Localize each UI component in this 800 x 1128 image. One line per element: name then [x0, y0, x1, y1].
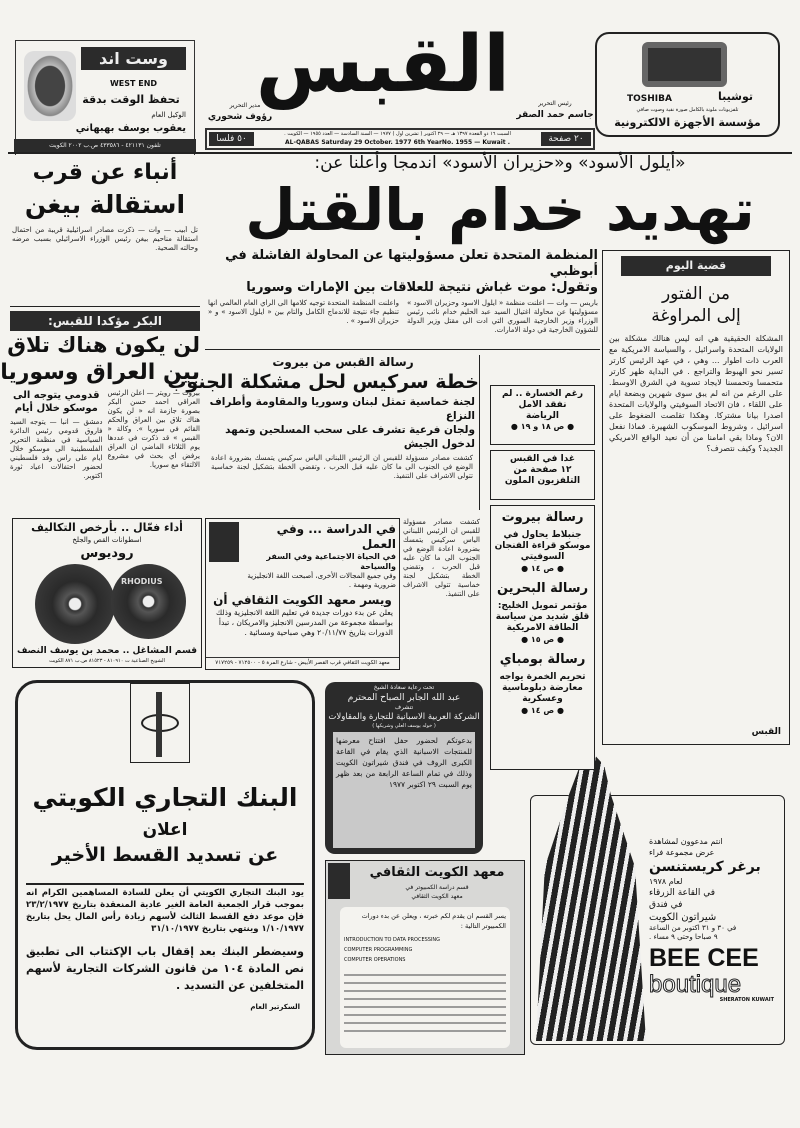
letter-text: مؤتمر تمويل الخليج: قلق شديد من سياسة الطاقة الامريكية	[495, 601, 590, 633]
ad-line1: في الدراسة ... وفي العمل	[276, 522, 396, 551]
teaser-tomorrow	[490, 450, 595, 500]
teaser-section: الرياضة	[526, 411, 559, 421]
ad-toshiba	[595, 32, 780, 137]
bank-title-1: اعلان	[142, 820, 188, 840]
begin-headline-2: استقالة بيغن	[24, 190, 186, 219]
managing-editor-label: مدير التحرير	[229, 102, 261, 109]
beirut-subhead-2: ولجان فرعية تشرف على سحب المسلحين وتمهد لدخول الجيش	[225, 424, 475, 450]
masthead-logo: القبس	[255, 20, 510, 110]
ad-line2: في الحياة الاجتماعية وفي السفر والسياحة	[266, 552, 396, 571]
ad-westend	[15, 40, 195, 155]
lead-headline: تهديد خدام بالقتل	[245, 176, 755, 244]
bakr-columns	[10, 389, 200, 512]
brand-en: TOSHIBA	[627, 94, 672, 104]
issue-label: قضية اليوم	[621, 256, 771, 276]
beirut-body-cont: كشفت مصادر مسؤولة للقبس ان الرئيس اللبناني الياس سركيس يتمسك بضرورة اعادة الوضع في الجنوب الى ما كان عليه قبل الحرب ، وتقضي الخطة بتشكيل لجنة خماسية تتولى الاشراف على التنفيذ.	[403, 518, 480, 598]
ad-line4: ويسر معهد الكويت الثقافي أن	[213, 593, 392, 607]
watch-image	[24, 51, 76, 121]
institute-panel	[340, 907, 510, 1048]
beirut-subhead-1: لجنة خماسية تمثل لبنان وسوريا والمقاومة وأطراف النزاع	[209, 396, 475, 422]
teaser-text: ١٢ صفحة من التلفزيون الملون	[504, 465, 581, 486]
brand-en: RHODIUS	[121, 577, 163, 586]
ad-line3: وفي جميع المجالات الأخرى، أصبحت اللغة الانجليزية ضرورية ومهمة .	[247, 572, 396, 589]
institute-emblem	[328, 863, 350, 899]
lead-subhead-2: وتقول: موت غباش نتيجة للعلاقات بين الإمارات وسوريا	[246, 280, 598, 295]
ad-institute	[205, 518, 400, 670]
managing-editor-name: رؤوف شحوري	[207, 112, 273, 122]
disc-image	[35, 564, 115, 644]
begin-body: تل أبيب — وات — ذكرت مصادر اسرائيلية قريبة من احتمال استقالة مناحيم بيغن رئيس الوزراء الاسرائيلي بسبب مرضه وحالته الصحية.	[12, 226, 198, 252]
divider	[205, 349, 600, 350]
course: COMPUTER OPERATIONS	[344, 957, 406, 963]
invite-line3: لعام ١٩٧٨	[649, 877, 683, 886]
bakr-body: بيروت — رويتر — اعلن الرئيس العراقي احمد حسن البكر بصورة جازمة انه « لن يكون هناك تلاق بين العراق والحكم القائم في سوريا ». وكالة « القبس » قد ذكرت في عددها يوم الثلاثاء الماضي ان العراق يرفض اي بحث في مشروع الالتقاء مع سوريا.	[107, 389, 200, 469]
contact: الشويخ الصناعية ت ٨١٠٩١٠ - ٨١٥٢٣ ص.ب ٨٧١ الكويت	[49, 658, 165, 664]
org-sub: ( خوله يوسف العلي وشريكها )	[372, 723, 436, 729]
tv-image	[642, 42, 727, 87]
issue-body: المشكلة الحقيقية هي انه ليس هنالك مشكلة بين الولايات المتحدة واسرائيل ، والسياسة الامريكية مع العرب ذات اطوار ... وهي ، في عهد الرئيس كارتر تسير نحو الهبوط والتراجع . في البداية ظهر كارتر متحمسا وتحمسنا لايجاد تسوية في الشرق الاوسط. على الرغم من انه لم يبق سوى شهرين وبضعة ايام على اللقاء ، فان الاتحاد السوفيتي والولايات المتحدة اصدرا بيانا مشتركا. وهكذا تقلصت الضغوط على اسرائيل ، وشروط الموسكوب الشهيرة. فماذا نفعل الان؟ وماذا بقي امامنا من أن نعيد الواقع الامريكي الجديد؟ وكيف نتصرف؟	[609, 334, 783, 453]
teaser-title: غدا في القبس	[509, 454, 576, 464]
pages-count: ٢٠ صفحة	[541, 132, 591, 146]
lead-body-2: واعلنت المنظمة المتحدة توجيه كلامها الى الراي العام العالمي انها تنظيم جاء نتيجة للاندماج الكامل والتام بين « ايلول الاسود » و « حزيران الاسود » .	[208, 299, 399, 325]
bank-title-2: عن تسديد القسط الأخير	[51, 844, 279, 866]
date-bar	[205, 128, 595, 150]
ad-line5: يعلن عن بدء دورات جديدة في تعليم اللغة الانجليزية وذلك بواسطة مجموعة من المدرسين الانجليز والامريكان ، تبدأ الدورات بتاريخ ٢٠/١١/٧٧ وهي صباحية ومسائية .	[216, 608, 393, 637]
course: COMPUTER PROGRAMMING	[344, 947, 413, 953]
invite-line8: ٩ صباحا وحتى ٩ مساء .	[649, 933, 718, 941]
brand-ar: برغر كريستنسن	[649, 859, 761, 875]
ad-exhibition	[325, 682, 483, 854]
institute-body: يسر القسم ان يقدم لكم خبرته ، ويعلن عن بدء دورات الكمبيوتر التالية :	[361, 912, 506, 930]
editor-name: جاسم حمد الصقر	[516, 110, 594, 120]
bakr-story	[0, 311, 200, 512]
letters-box	[490, 505, 595, 770]
institute-sub1: قسم دراسة الكمبيوتر في	[405, 884, 469, 891]
divider	[10, 306, 200, 307]
ad-bank	[15, 680, 315, 1050]
lead-kicker: «أيلول الأسود» و«حزيران الأسود» اندمجا وأعلنا عن:	[314, 153, 686, 173]
beirut-headline: خطة سركيس لحل مشكلة الجنوب	[167, 371, 479, 393]
teaser-page: ● ص ١٨ و ١٩ ●	[510, 422, 575, 431]
bank-body	[26, 887, 304, 1037]
bakr-sub-story	[10, 389, 103, 512]
institute-emblem	[209, 522, 239, 562]
bakr-headline-2: بين العراق وسوريا	[0, 360, 200, 385]
invite-line2: عرض مجموعة فراء	[649, 848, 715, 857]
invite-line4: في القاعة الزرقاء	[649, 888, 716, 898]
course: INTRODUCTION TO DATA PROCESSING	[344, 937, 441, 943]
brand-ar: توشيبا	[718, 90, 753, 103]
brand-en: WEST END	[109, 79, 158, 88]
letter-title: رسالة البحرين	[496, 581, 589, 596]
beirut-kicker: رسالة القبس من بيروت	[272, 355, 414, 369]
teaser-title: رغم الخسارة .. لم نفقد الامل	[501, 389, 584, 410]
bank-body-2: وسيضطر البنك بعد إقفال باب الإكتتاب الى تطبيق نص المادة ١٠٤ من قانون الشركات التجارية لأسهم المتخلفين عن التسديد .	[26, 945, 305, 992]
patron: عبد الله الجابر الصباح المحترم	[347, 693, 461, 703]
issue-title-1: من الفتور	[661, 284, 731, 304]
lead-body	[208, 299, 598, 346]
bank-sign: السكرتير العام	[250, 1003, 300, 1011]
divider	[26, 883, 304, 885]
lead-body-1: باريس — وات — اعلنت منظمة « ايلول الاسود وحزيران الاسود » مسؤوليتها عن محاولة اغتيال السيد عبد الحليم خدام نائب رئيس الوزراء وزير الخارجية السوري التي ادت الى مقتل وزير الدولة للشؤون الخارجية في دولة الامارات.	[407, 299, 598, 334]
issue-of-day	[602, 250, 790, 745]
lead-subhead-1: المنظمة المتحدة تعلن مسؤوليتها عن المحاولة الفاشلة في أبوظبي	[225, 248, 598, 279]
dealer: مؤسسة الأجهزة الالكترونية	[614, 116, 761, 129]
agent: يعقوب يوسف بهبهاني	[75, 123, 186, 134]
exhibition-body: بدعوتكم لحضور حفل افتتاح معرضها للمنتجات الاسبانية الذي يقام في القاعة الكبرى الروف في فندق شيراتون الكويت وذلك في تمام الساعة الرابعة من بعد ظهر يوم السبت ٢٩ اكتوبر ١٩٧٧	[333, 732, 475, 848]
begin-headline-1: أنباء عن قرب	[32, 160, 178, 185]
contact: تلفون ٤٢١١٣١ - ٤٣٣٥٨٦ ص.ب ٢٠٠٢ الكويت	[14, 139, 196, 152]
letter-page: ● ص ١٤ ●	[521, 706, 564, 715]
invite-line7: في ٣٠ و ٣١ اكتوبر من الساعة	[649, 924, 737, 932]
letter-text: جنبلاط يحاول في موسكو قراءة الفنجان السوفيتي	[494, 530, 591, 562]
issue-title-2: إلى المراوغة	[651, 306, 741, 326]
ad-institute-computer	[325, 860, 525, 1055]
org: الشركة العربية الاسبانية للتجارة والمقاولات	[328, 712, 480, 722]
body-text-lines	[344, 972, 506, 1032]
letter-page: ● ص ١٤ ●	[521, 564, 564, 573]
slogan: تحفظ الوقت بدقة	[82, 93, 180, 106]
tagline: تلفزيونات ملونة بالكامل صورة نقية وصوت صافي	[636, 107, 739, 113]
address: معهد الكويت الثقافي قرب القصر الأبيض - شارع المرة ٥ - ٧١٢٥٠٠ - ٧١٧٢٥٩	[206, 657, 399, 669]
date-en: AL-QABAS Saturday 29 October. 1977 6th YearNo. 1955 — Kuwait .	[284, 139, 511, 146]
invite-line5: في فندق	[649, 900, 683, 910]
invite-line6: شيراتون الكويت	[649, 912, 717, 923]
bakr-subhead: قدومي يتوجه الى موسكو خلال أيام	[13, 390, 100, 414]
fur-coat-illustration	[536, 751, 646, 1041]
date-ar: السبت ١٦ ذو القعدة ١٣٩٧ هـ — ٢٩ اكتوبر ( تشرين اول ) ١٩٧٧ — السنة السادسة — العدد ١٩٥٥ — الكويت .	[284, 131, 511, 137]
lead-text-area	[208, 248, 598, 346]
brand-ar: وست اند	[81, 47, 186, 70]
beecee-text	[649, 836, 774, 1004]
patron-label: تحت رعاية سعادة الشيخ	[373, 684, 435, 691]
bank-body-1: يود البنك التجاري الكويتي أن يعلن للسادة المساهمين الكرام انه بموجب قرار الجمعية العامة الغير عادية المنعقدة بتاريخ ٢٣/٢/١٩٧٧ فإن موعد دفع القسط الثالث لأسهم زيادة رأس المال يحل بتاريخ ١/١٠/١٩٧٧ وينتهي بتاريخ ٣١/١٠/١٩٧٧	[26, 888, 304, 934]
brand-ar: روديوس	[80, 546, 134, 561]
agent-label: الوكيل العام	[151, 111, 186, 119]
ad-line2: اسطوانات القص والجلخ	[72, 536, 142, 544]
bakr-sub-body: دمشق — انبا — يتوجه السيد فاروق قدومي رئيس الدائرة السياسية في منظمة التحرير الفلسطينية الى موسكو خلال ايام على راس وفد فلسطيني لحضور احتفالات اعياد ثورة اكتوبر.	[10, 418, 103, 480]
bank-logo	[130, 683, 190, 763]
logo-boutique: boutique	[649, 971, 742, 998]
institute-name: معهد الكويت الثقافي	[369, 865, 505, 880]
bakr-kicker: البكر مؤكدا للقبس:	[10, 311, 200, 331]
letter-title: رسالة بيروت	[501, 510, 584, 525]
teaser-sports	[490, 385, 595, 445]
ad-line1: أداء فعّال .. بأرخص التكاليف	[31, 521, 183, 534]
org-label: تتشرف	[394, 704, 414, 711]
bakr-headline-1: لن يكون هناك تلاق	[7, 333, 200, 357]
issue-sign: القبس	[751, 727, 781, 737]
logo-beecee: BEE CEE	[649, 944, 759, 972]
beirut-letter	[167, 355, 480, 510]
letter-title: رسالة بومباي	[499, 652, 586, 667]
begin-story	[10, 158, 200, 302]
invite-line1: انتم مدعوون لمشاهدة	[649, 837, 723, 846]
letter-text: تحريم الخمرة يواجه معارضة دبلوماسية وعسكرية	[499, 672, 586, 704]
price: ٥٠ فلسا	[209, 132, 254, 146]
letter-page: ● ص ١٥ ●	[521, 635, 564, 644]
ad-rodius	[12, 518, 202, 668]
logo-sheraton: SHERATON KUWAIT	[719, 997, 774, 1003]
bank-name: البنك التجاري الكويتي	[32, 783, 298, 812]
disc-image	[111, 564, 186, 639]
ad-beecee	[530, 795, 785, 1045]
institute-header-text	[242, 522, 396, 590]
beirut-body: كشفت مصادر مسؤولة للقبس ان الرئيس اللبناني الياس سركيس يتمسك بضرورة اعادة الوضع في الجنوب الى ما كان عليه قبل الحرب ، وتقضي الخطة بتشكيل لجنة خماسية تتولى الاشراف على التنفيذ.	[211, 454, 473, 480]
dealer: قسم المشاغل .. محمد بن يوسف النصف	[16, 646, 198, 656]
institute-header	[206, 519, 399, 593]
editor-label: رئيس التحرير	[538, 100, 572, 107]
institute-sub2: معهد الكويت الثقافي	[411, 893, 463, 900]
